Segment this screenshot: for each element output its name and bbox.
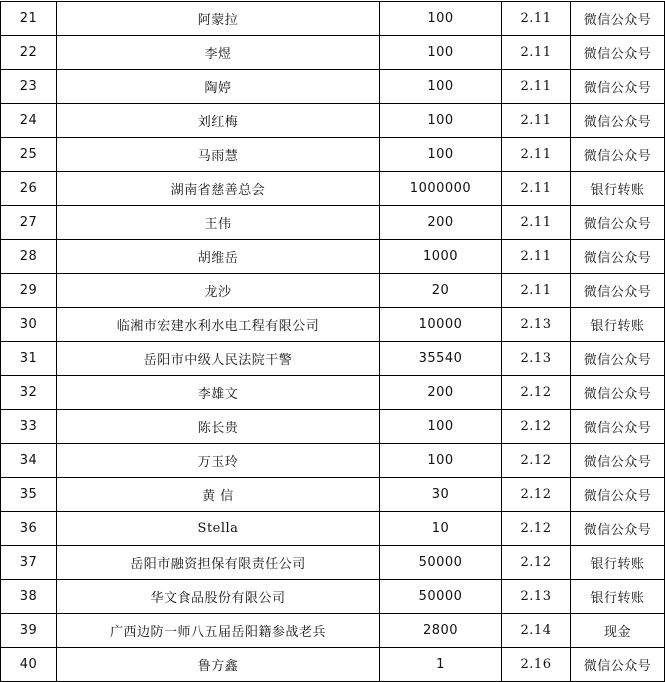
row-number: 37 xyxy=(1,546,57,580)
payment-method: 微信公众号 xyxy=(571,648,665,682)
donation-amount: 200 xyxy=(380,376,502,410)
donor-name: 岳阳市融资担保有限责任公司 xyxy=(57,546,380,580)
donor-name: 阿蒙拉 xyxy=(57,2,380,36)
payment-method: 微信公众号 xyxy=(571,512,665,546)
donor-name: 李煜 xyxy=(57,36,380,70)
row-number: 27 xyxy=(1,206,57,240)
table-row xyxy=(1,206,665,240)
table-row xyxy=(1,648,665,682)
donation-amount: 1000 xyxy=(380,240,502,274)
row-number: 38 xyxy=(1,580,57,614)
payment-method: 银行转账 xyxy=(571,172,665,206)
donation-amount: 1 xyxy=(380,648,502,682)
donation-date: 2.13 xyxy=(502,342,571,376)
donor-name: 陈长贵 xyxy=(57,410,380,444)
donor-name: 陶婷 xyxy=(57,70,380,104)
table-row xyxy=(1,274,665,308)
donation-amount: 20 xyxy=(380,274,502,308)
donation-date: 2.16 xyxy=(502,648,571,682)
table-row xyxy=(1,512,665,546)
donation-date: 2.12 xyxy=(502,410,571,444)
donation-date: 2.11 xyxy=(502,104,571,138)
payment-method: 微信公众号 xyxy=(571,478,665,512)
row-number: 33 xyxy=(1,410,57,444)
row-number: 23 xyxy=(1,70,57,104)
donation-date: 2.11 xyxy=(502,36,571,70)
donation-amount: 100 xyxy=(380,70,502,104)
payment-method: 微信公众号 xyxy=(571,206,665,240)
payment-method: 微信公众号 xyxy=(571,36,665,70)
donation-amount: 100 xyxy=(380,138,502,172)
donation-date: 2.12 xyxy=(502,444,571,478)
donor-name: 马雨慧 xyxy=(57,138,380,172)
donation-amount: 100 xyxy=(380,444,502,478)
table-row xyxy=(1,104,665,138)
donation-date: 2.12 xyxy=(502,478,571,512)
donation-table xyxy=(0,1,665,682)
table-row xyxy=(1,172,665,206)
row-number: 22 xyxy=(1,36,57,70)
donation-date: 2.13 xyxy=(502,580,571,614)
table-row xyxy=(1,444,665,478)
row-number: 21 xyxy=(1,2,57,36)
row-number: 26 xyxy=(1,172,57,206)
donation-date: 2.12 xyxy=(502,512,571,546)
donation-amount: 100 xyxy=(380,104,502,138)
donor-name: 岳阳市中级人民法院干警 xyxy=(57,342,380,376)
donation-date: 2.14 xyxy=(502,614,571,648)
table-row xyxy=(1,308,665,342)
donation-amount: 50000 xyxy=(380,546,502,580)
row-number: 36 xyxy=(1,512,57,546)
row-number: 25 xyxy=(1,138,57,172)
payment-method: 微信公众号 xyxy=(571,70,665,104)
donor-name: 胡维岳 xyxy=(57,240,380,274)
row-number: 28 xyxy=(1,240,57,274)
table-row xyxy=(1,36,665,70)
donation-amount: 1000000 xyxy=(380,172,502,206)
donation-date: 2.11 xyxy=(502,172,571,206)
row-number: 31 xyxy=(1,342,57,376)
donor-name: 华文食品股份有限公司 xyxy=(57,580,380,614)
donation-amount: 100 xyxy=(380,36,502,70)
donation-amount: 50000 xyxy=(380,580,502,614)
donation-date: 2.11 xyxy=(502,138,571,172)
donation-date: 2.11 xyxy=(502,274,571,308)
donor-name: 王伟 xyxy=(57,206,380,240)
donation-date: 2.11 xyxy=(502,70,571,104)
donation-date: 2.12 xyxy=(502,546,571,580)
table-row xyxy=(1,410,665,444)
table-row xyxy=(1,138,665,172)
row-number: 32 xyxy=(1,376,57,410)
donor-name: 黄 信 xyxy=(57,478,380,512)
table-row xyxy=(1,240,665,274)
donation-amount: 200 xyxy=(380,206,502,240)
payment-method: 微信公众号 xyxy=(571,240,665,274)
table-row xyxy=(1,546,665,580)
donor-name: 龙沙 xyxy=(57,274,380,308)
donor-name: Stella xyxy=(57,512,380,546)
table-row xyxy=(1,342,665,376)
row-number: 35 xyxy=(1,478,57,512)
table-row xyxy=(1,614,665,648)
payment-method: 微信公众号 xyxy=(571,274,665,308)
donation-amount: 35540 xyxy=(380,342,502,376)
donation-date: 2.11 xyxy=(502,2,571,36)
payment-method: 微信公众号 xyxy=(571,138,665,172)
donor-name: 湖南省慈善总会 xyxy=(57,172,380,206)
payment-method: 银行转账 xyxy=(571,580,665,614)
table-row xyxy=(1,2,665,36)
donation-date: 2.11 xyxy=(502,206,571,240)
payment-method: 微信公众号 xyxy=(571,2,665,36)
row-number: 24 xyxy=(1,104,57,138)
row-number: 29 xyxy=(1,274,57,308)
payment-method: 现金 xyxy=(571,614,665,648)
donation-amount: 2800 xyxy=(380,614,502,648)
donation-date: 2.11 xyxy=(502,240,571,274)
donation-table-body xyxy=(1,2,665,682)
donor-name: 刘红梅 xyxy=(57,104,380,138)
donor-name: 李雄文 xyxy=(57,376,380,410)
donation-date: 2.13 xyxy=(502,308,571,342)
payment-method: 微信公众号 xyxy=(571,410,665,444)
table-row xyxy=(1,580,665,614)
donation-amount: 100 xyxy=(380,2,502,36)
payment-method: 银行转账 xyxy=(571,546,665,580)
row-number: 30 xyxy=(1,308,57,342)
donation-amount: 10000 xyxy=(380,308,502,342)
payment-method: 微信公众号 xyxy=(571,104,665,138)
row-number: 34 xyxy=(1,444,57,478)
table-row xyxy=(1,478,665,512)
donor-name: 万玉玲 xyxy=(57,444,380,478)
donation-amount: 30 xyxy=(380,478,502,512)
payment-method: 微信公众号 xyxy=(571,342,665,376)
donation-amount: 10 xyxy=(380,512,502,546)
table-row xyxy=(1,376,665,410)
row-number: 40 xyxy=(1,648,57,682)
payment-method: 银行转账 xyxy=(571,308,665,342)
donor-name: 广西边防一师八五届岳阳籍参战老兵 xyxy=(57,614,380,648)
row-number: 39 xyxy=(1,614,57,648)
donation-date: 2.12 xyxy=(502,376,571,410)
payment-method: 微信公众号 xyxy=(571,444,665,478)
donor-name: 临湘市宏建水利水电工程有限公司 xyxy=(57,308,380,342)
donor-name: 鲁方鑫 xyxy=(57,648,380,682)
donation-amount: 100 xyxy=(380,410,502,444)
table-row xyxy=(1,70,665,104)
payment-method: 微信公众号 xyxy=(571,376,665,410)
